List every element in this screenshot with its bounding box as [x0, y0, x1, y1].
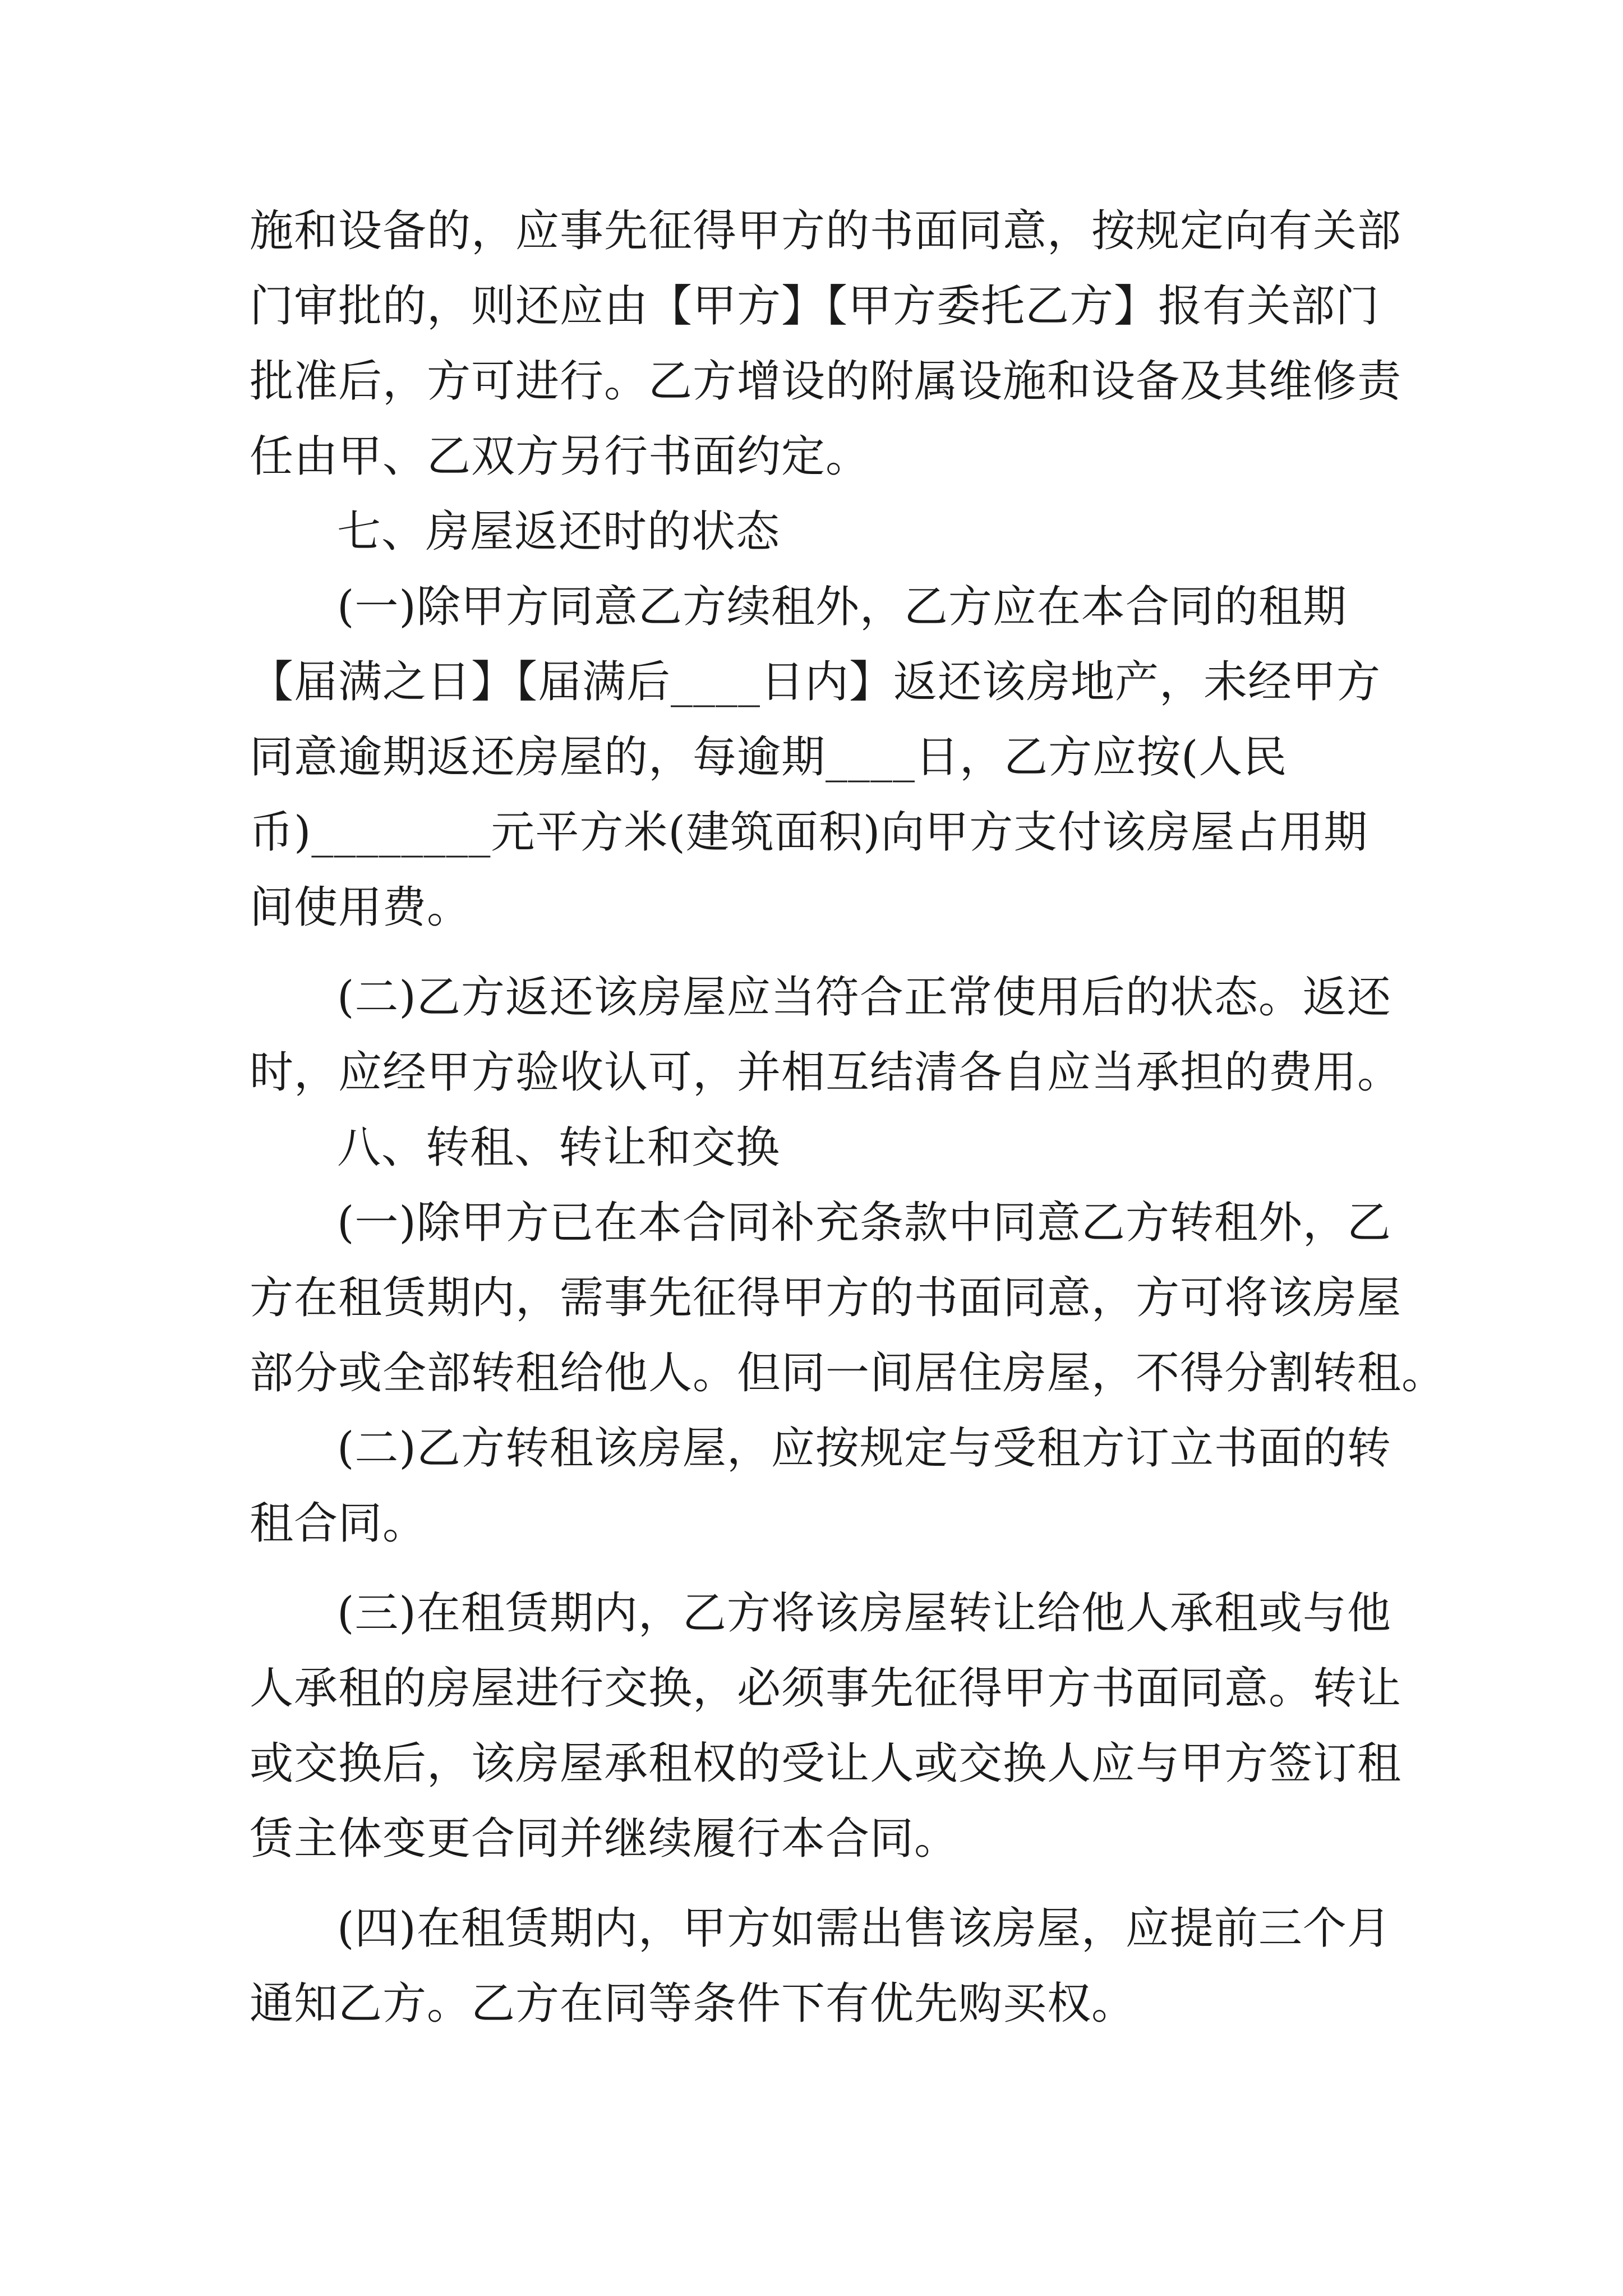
section-heading: 八、转租、转让和交换 — [337, 1122, 781, 1173]
text-line: (二)乙方返还该房屋应当符合正常使用后的状态。返还 — [337, 972, 1391, 1023]
text-line: 任由甲、乙双方另行书面约定。 — [250, 431, 870, 482]
text-line: 批准后，方可进行。乙方增设的附属设施和设备及其维修责 — [250, 356, 1402, 407]
text-line: 【届满之日】【届满后____日内】返还该房地产，未经甲方 — [250, 657, 1381, 707]
text-line: 同意逾期返还房屋的，每逾期____日，乙方应按(人民 — [250, 732, 1288, 783]
text-line: 币)________元平方米(建筑面积)向甲方支付该房屋占用期 — [250, 807, 1368, 858]
text-line: 赁主体变更合同并继续履行本合同。 — [250, 1814, 959, 1864]
text-line: 时，应经甲方验收认可，并相互结清各自应当承担的费用。 — [250, 1047, 1402, 1098]
text-line: 人承租的房屋进行交换，必须事先征得甲方书面同意。转让 — [250, 1663, 1402, 1714]
text-line: 施和设备的，应事先征得甲方的书面同意，按规定向有关部 — [250, 206, 1402, 256]
text-line: (二)乙方转租该房屋，应按规定与受租方订立书面的转 — [337, 1423, 1391, 1474]
document-page — [250, 194, 1446, 2041]
text-line: 租合同。 — [250, 1498, 427, 1549]
text-line: 间使用费。 — [250, 882, 472, 933]
text-line: 门审批的，则还应由【甲方】【甲方委托乙方】报有关部门 — [250, 281, 1380, 332]
text-line: 或交换后，该房屋承租权的受让人或交换人应与甲方签订租 — [250, 1738, 1402, 1789]
text-line: (一)除甲方已在本合同补充条款中同意乙方转租外，乙 — [337, 1198, 1391, 1248]
section-heading: 七、房屋返还时的状态 — [337, 507, 781, 557]
text-line: (一)除甲方同意乙方续租外，乙方应在本合同的租期 — [337, 582, 1347, 632]
text-line: 通知乙方。乙方在同等条件下有优先购买权。 — [250, 1978, 1136, 2029]
text-line: 方在租赁期内，需事先征得甲方的书面同意，方可将该房屋 — [250, 1273, 1402, 1323]
text-line: 部分或全部转租给他人。但同一间居住房屋，不得分割转租。 — [250, 1348, 1446, 1398]
text-line: (四)在租赁期内，甲方如需出售该房屋，应提前三个月 — [337, 1903, 1391, 1954]
text-line: (三)在租赁期内，乙方将该房屋转让给他人承租或与他 — [337, 1588, 1391, 1639]
